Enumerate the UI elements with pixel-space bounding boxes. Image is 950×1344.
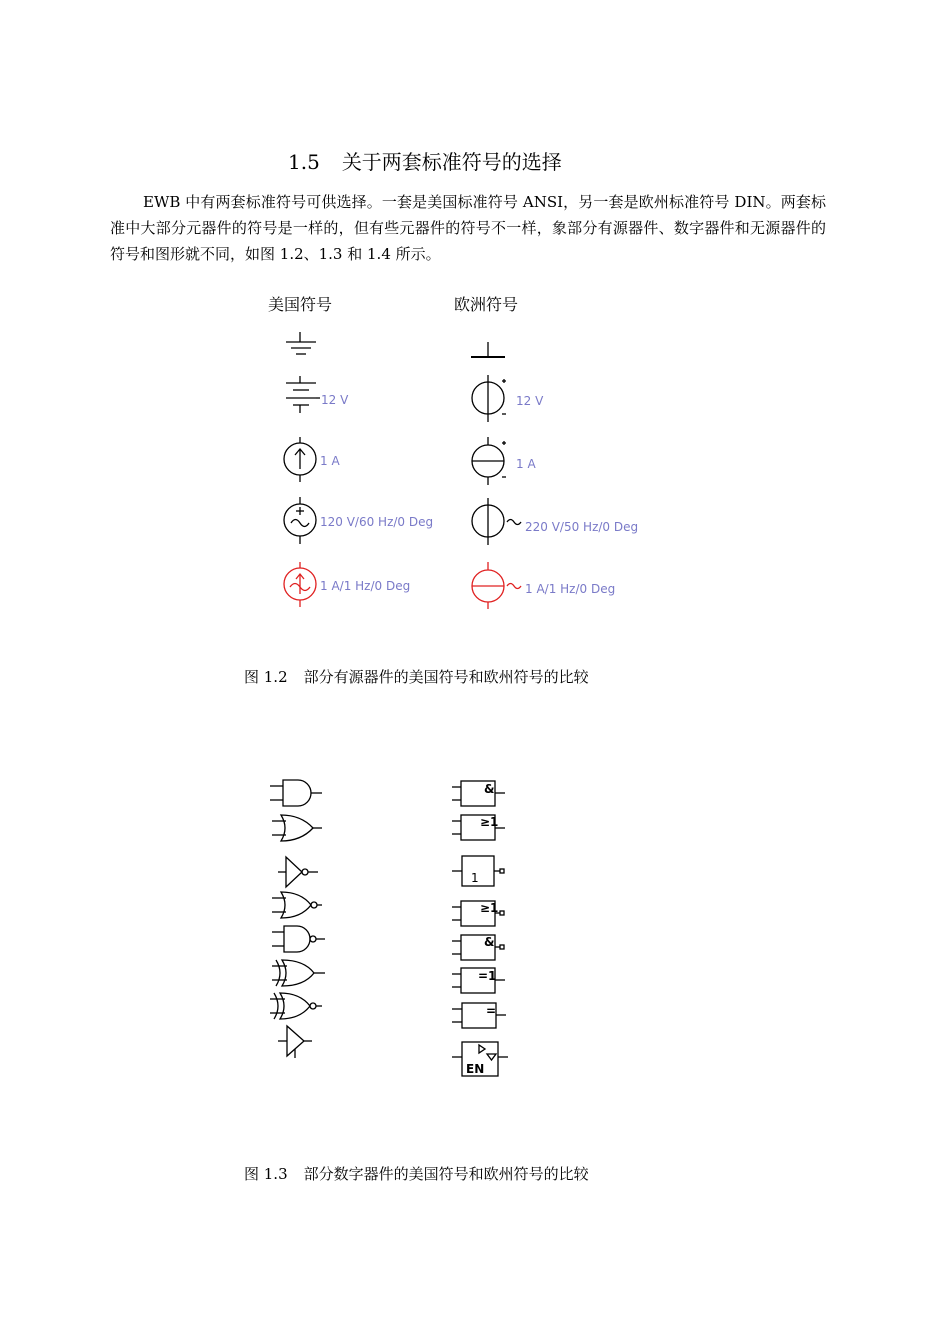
din-ac-current-symbol [472, 562, 521, 609]
figure-1-2-number: 图 1.2 [244, 668, 288, 686]
din-not-label: 1 [471, 871, 479, 885]
din-xnor-label: = [486, 1004, 497, 1018]
din-nor-label: ≥1 [480, 901, 499, 915]
ansi-current-label: 1 A [320, 454, 340, 468]
ansi-not-gate [278, 857, 318, 887]
din-voltage-source-symbol [472, 375, 506, 422]
figure-1-3-text: 部分数字器件的美国符号和欧州符号的比较 [303, 1165, 589, 1183]
ansi-ac-current-label: 1 A/1 Hz/0 Deg [320, 579, 411, 593]
din-current-label: 1 A [516, 457, 536, 471]
figure-1-3-caption [244, 1163, 589, 1184]
din-xor-label: =1 [478, 969, 497, 983]
ansi-battery-symbol [286, 376, 320, 413]
ansi-ac-voltage-label: 120 V/60 Hz/0 Deg [320, 515, 434, 529]
section-title: 关于两套标准符号的选择 [341, 150, 562, 174]
ansi-nor-gate [272, 892, 322, 918]
din-ac-voltage-symbol [472, 498, 521, 545]
din-or-label: ≥1 [480, 815, 499, 829]
din-battery-label: 12 V [516, 394, 544, 408]
ansi-ground-symbol [286, 332, 316, 354]
ansi-ac-current-symbol [284, 562, 316, 607]
din-ac-voltage-label: 220 V/50 Hz/0 Deg [525, 520, 639, 534]
ansi-ac-voltage-symbol [284, 497, 316, 544]
din-xnor-gate [452, 1003, 506, 1028]
figure-1-2-caption [244, 666, 589, 687]
figure-1-3-number: 图 1.3 [244, 1165, 288, 1183]
ansi-and-gate [270, 780, 322, 806]
ansi-xor-gate [272, 960, 325, 986]
ansi-current-source-symbol [284, 437, 316, 482]
din-ac-current-label: 1 A/1 Hz/0 Deg [525, 582, 616, 596]
din-enable-label: EN [466, 1062, 485, 1076]
din-and-label: & [484, 782, 495, 796]
european-symbols-header: 欧洲符号 [454, 295, 519, 314]
ansi-xnor-gate [270, 993, 322, 1019]
din-and-gate [452, 781, 505, 806]
ansi-buffer-gate [278, 1026, 312, 1058]
ansi-battery-label: 12 V [321, 393, 349, 407]
section-number: 1.5 [288, 150, 320, 174]
body-paragraph: EWB 中有两套标准符号可供选择。一套是美国标准符号 ANSI，另一套是欧州标准符号 DIN。两套标准中大部分元器件的符号是一样的，但有些元器件的符号不一样，象部分有源器件、数字器件和无源器件的符号和图形就不同，如图 1.2、1.3 和 1.4 所示。 [110, 193, 826, 263]
figure-1-2-text: 部分有源器件的美国符号和欧州符号的比较 [303, 668, 589, 686]
american-symbols-header: 美国符号 [268, 295, 333, 314]
ansi-nand-gate [272, 926, 325, 952]
din-nand-gate [452, 935, 504, 960]
din-current-source-symbol [472, 437, 506, 485]
din-nand-label: & [484, 935, 495, 949]
ansi-or-gate [272, 815, 322, 841]
din-ground-symbol [471, 342, 505, 357]
